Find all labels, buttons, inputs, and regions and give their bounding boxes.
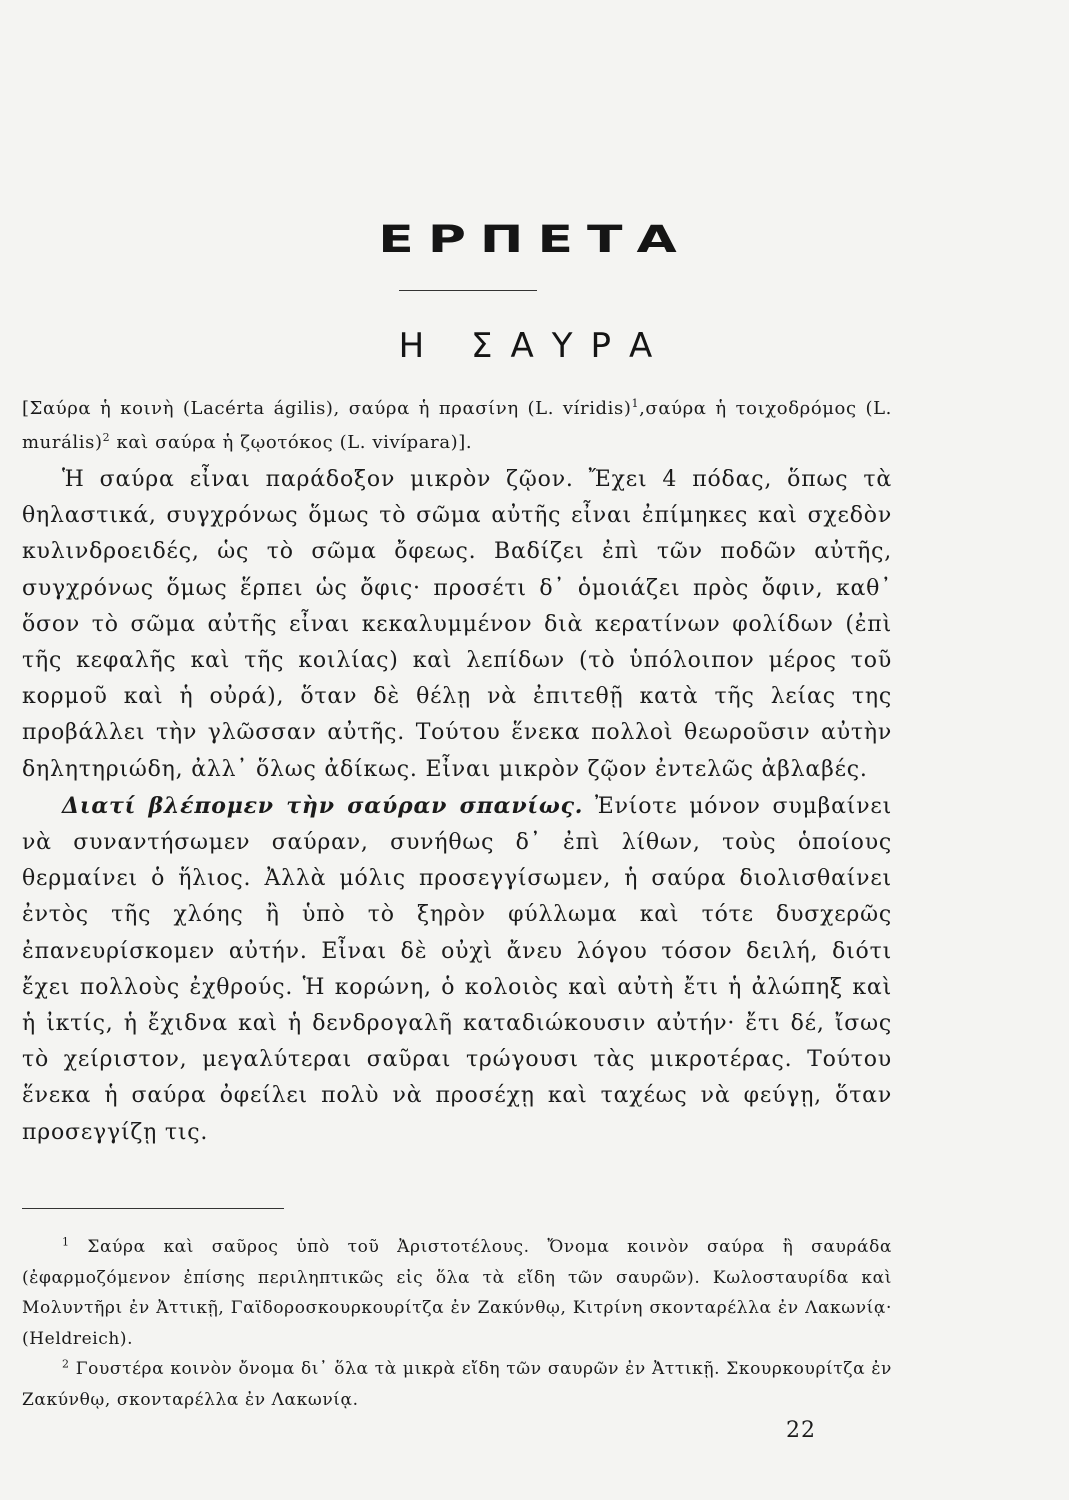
article-title: Η ΣΑΥΡΑ [398, 326, 671, 366]
footnote-marker-1: 1 [62, 1235, 70, 1249]
footnote-divider [22, 1208, 284, 1209]
footnote-text-2: Γουστέρα κοινὸν ὄνομα δι᾿ ὅλα τὰ μικρὰ εἴδη τῶν σαυρῶν ἐν Ἀττικῇ. Σκουρκουρίτζα ἐν Ζακύνθῳ, σκονταρέλλα ἐν Λακωνίᾳ. [22, 1359, 892, 1410]
footnote-2 [22, 1354, 892, 1415]
footnote-ref-2: 2 [102, 431, 111, 444]
paragraph-intro: Ἡ σαύρα εἶναι παράδοξον μικρὸν ζῷον. Ἔχει 4 πόδας, ὅπως τὰ θηλαστικά, συγχρόνως ὅμως τὸ σῶμα αὐτῆς εἶναι ἐπίμηκες καὶ σχεδὸν κυλινδροειδές, ὡς τὸ σῶμα ὄφεως. Βαδίζει ἐπὶ τῶν ποδῶν αὐτῆς, συγχρόνως ὅμως ἕρπει ὡς ὄφις· προσέτι δ᾿ ὁμοιάζει πρὸς ὄφιν, καθ᾿ ὅσον τὸ σῶμα αὐτῆς εἶναι κεκαλυμμένον διὰ κερατίνων φολίδων (ἐπὶ τῆς κεφαλῆς καὶ τῆς κοιλίας) καὶ λεπίδων (τὸ ὑπόλοιπον μέρος τοῦ κορμοῦ καὶ ἡ οὐρά), ὅταν δὲ θέλῃ νὰ ἐπιτεθῇ κατὰ τῆς λείας της προβάλλει τὴν γλῶσσαν αὐτῆς. Τούτου ἕνεκα πολλοὶ θεωροῦσιν αὐτὴν δηλητηριώδη, ἀλλ᾿ ὅλως ἀδίκως. Εἶναι μικρὸν ζῷον ἐντελῶς ἀβλαβές. [22, 467, 892, 782]
footnote-text-1: Σαύρα καὶ σαῦρος ὑπὸ τοῦ Ἀριστοτέλους. Ὄνομα κοινὸν σαύρα ἢ σαυράδα (ἐφαρμοζόμενον ἐπίσης περιληπτικῶς εἰς ὅλα τὰ εἴδη τῶν σαυρῶν). Κωλοσταυρίδα καὶ Μολυντῆρι ἐν Ἀττικῇ, Γαϊδοροσκουρκουρίτζα ἐν Ζακύνθῳ, Κιτρίνη σκονταρέλλα ἐν Λακωνίᾳ· (Heldreich). [22, 1237, 892, 1349]
body-text [22, 462, 892, 1151]
footnotes [22, 1232, 892, 1415]
paragraph-rarity-text: Ἐνίοτε μόνον συμβαίνει νὰ συναντήσωμεν σαύραν, συνήθως δ᾿ ἐπὶ λίθων, τοὺς ὁποίους θερμαίνει ὁ ἥλιος. Ἀλλὰ μόλις προσεγγίσωμεν, ἡ σαύρα διολισθαίνει ἐντὸς τῆς χλόης ἢ ὑπὸ τὸ ξηρὸν φύλλωμα καὶ τότε δυσχερῶς ἐπανευρίσκομεν αὐτήν. Εἶναι δὲ οὐχὶ ἄνευ λόγου τόσον δειλή, διότι ἔχει πολλοὺς ἐχθρούς. Ἡ κορώνη, ὁ κολοιὸς καὶ αὐτὴ ἔτι ἡ ἀλώπηξ καὶ ἡ ἰκτίς, ἡ ἔχιδνα καὶ ἡ δενδρογαλῆ καταδιώκουσιν αὐτήν· ἔτι δέ, ἴσως τὸ χείριστον, μεγαλύτεραι σαῦραι τρώγουσι τὰς μικροτέρας. Τούτου ἕνεκα ἡ σαύρα ὀφείλει πολὺ νὰ προσέχῃ καὶ ταχέως νὰ φεύγῃ, ὅταν προσεγγίζῃ τις. [22, 793, 892, 1145]
species-text-3: καὶ σαύρα ἡ ζῳοτόκος (L. vivípara)]. [110, 432, 473, 453]
paragraph-rarity [22, 788, 892, 1151]
title-divider [399, 290, 537, 291]
footnote-marker-2: 2 [62, 1357, 70, 1371]
species-text-1: [Σαύρα ἡ κοινὴ (Lacérta ágilis), σαύρα ἡ πρασίνη (L. víridis) [22, 398, 632, 419]
species-list [22, 392, 892, 460]
footnote-1 [22, 1232, 892, 1354]
species-text-2: ,σαύρα ἡ τοιχοδρόμος (L. murális) [22, 398, 892, 453]
footnote-ref-1: 1 [631, 397, 640, 410]
page-number: 22 [786, 1418, 816, 1443]
section-title: ΕΡΠΕΤΑ [378, 218, 691, 262]
subheading: Διατί βλέπομεν τὴν σαύραν σπανίως. [62, 792, 584, 819]
